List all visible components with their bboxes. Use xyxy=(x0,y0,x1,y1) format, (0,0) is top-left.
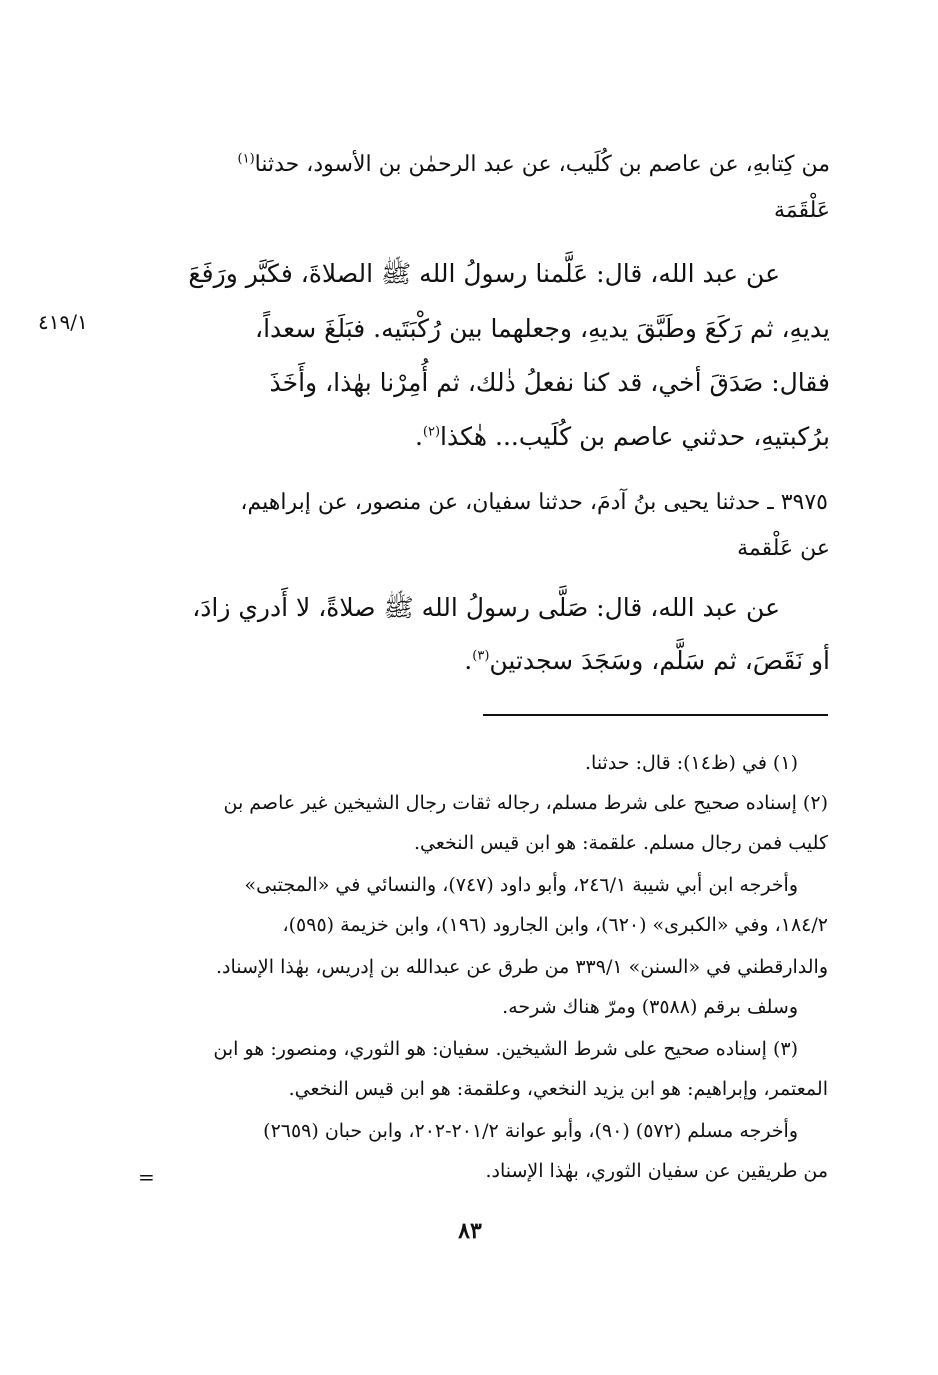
text-line: عَلْقَمَة xyxy=(773,198,830,223)
footnote-line: من طريقين عن سفيان الثوري، بهٰذا الإسناد. xyxy=(485,1160,828,1182)
footnote-line: وسلف برقم (٣٥٨٨) ومرّ هناك شرحه. xyxy=(502,996,798,1018)
hadith-line: عن عبد الله، قال: صَلَّى رسولُ الله ﷺ صلاةً، لا أَدري زادَ، xyxy=(192,593,780,622)
footnote-ref: (٢) xyxy=(422,424,441,440)
page-number: ٨٣ xyxy=(458,1218,482,1244)
footnote-line: وأخرجه مسلم (٥٧٢) (٩٠)، وأبو عوانة ٢٠١/٢-٢٠٢، وابن حبان (٢٦٥٩) xyxy=(263,1120,798,1142)
text-line: من كِتابهِ، عن عاصم بن كُلَيب، عن عبد الرحمٰن بن الأسود، حدثنا$^{(١)}$ xyxy=(237,151,830,177)
footnote-line: (٢) إسناده صحيح على شرط مسلم، رجاله ثقات رجال الشيخين غير عاصم بن xyxy=(223,792,828,814)
footnote-line: (١) في (ظ١٤): قال: حدثنا. xyxy=(584,752,798,774)
margin-reference: ٤١٩/١ xyxy=(38,310,88,334)
isnad-line: عن عَلْقمة xyxy=(737,536,830,561)
footnote-line: (٣) إسناده صحيح على شرط الشيخين. سفيان: هو الثوري، ومنصور: هو ابن xyxy=(213,1038,798,1060)
hadith-line: أو نَقَصَ، ثم سَلَّم، وسَجَدَ سجدتين$^{(٣)}$. xyxy=(464,646,830,675)
footnote-line: ١٨٤/٢، وفي «الكبرى» (٦٢٠)، وابن الجارود (١٩٦)، وابن خزيمة (٥٩٥)، xyxy=(282,914,828,936)
continuation-mark: = xyxy=(138,1165,155,1189)
hadith-line: فقال: صَدَقَ أخي، قد كنا نفعلُ ذٰلك، ثم أُمِرْنا بهٰذا، وأَخَذَ xyxy=(269,368,830,397)
footnote-line: وأخرجه ابن أبي شيبة ٢٤٦/١، وأبو داود (٧٤٧)، والنسائي في «المجتبى» xyxy=(244,874,798,896)
footnote-line: كليب فمن رجال مسلم. علقمة: هو ابن قيس النخعي. xyxy=(413,832,828,854)
footnote-line: والدارقطني في «السنن» ٣٣٩/١ من طرق عن عبدالله بن إدريس، بهٰذا الإسناد. xyxy=(215,956,828,978)
isnad-line: ٣٩٧٥ ـ حدثنا يحيى بنُ آدمَ، حدثنا سفيان، عن منصور، عن إبراهيم، xyxy=(240,490,828,515)
hadith-line: عن عبد الله، قال: عَلَّمنا رسولُ الله ﷺ الصلاةَ، فكَبَّر ورَفَعَ xyxy=(188,259,780,288)
footnote-ref: (٣) xyxy=(472,648,490,664)
hadith-line: يديهِ، ثم رَكَعَ وطَبَّقَ يديهِ، وجعلهما بين رُكْبَتَيه. فبَلَغَ سعداً، xyxy=(255,314,830,343)
footnote-ref: (١) xyxy=(237,151,255,167)
footnote-line: المعتمر، وإبراهيم: هو ابن يزيد النخعي، وعلقمة: هو ابن قيس النخعي. xyxy=(288,1078,828,1100)
footnote-separator xyxy=(483,714,828,716)
hadith-line: برُكبتيهِ، حدثني عاصم بن كُلَيب... هٰكذا$^{(٢)}$. xyxy=(414,422,830,451)
